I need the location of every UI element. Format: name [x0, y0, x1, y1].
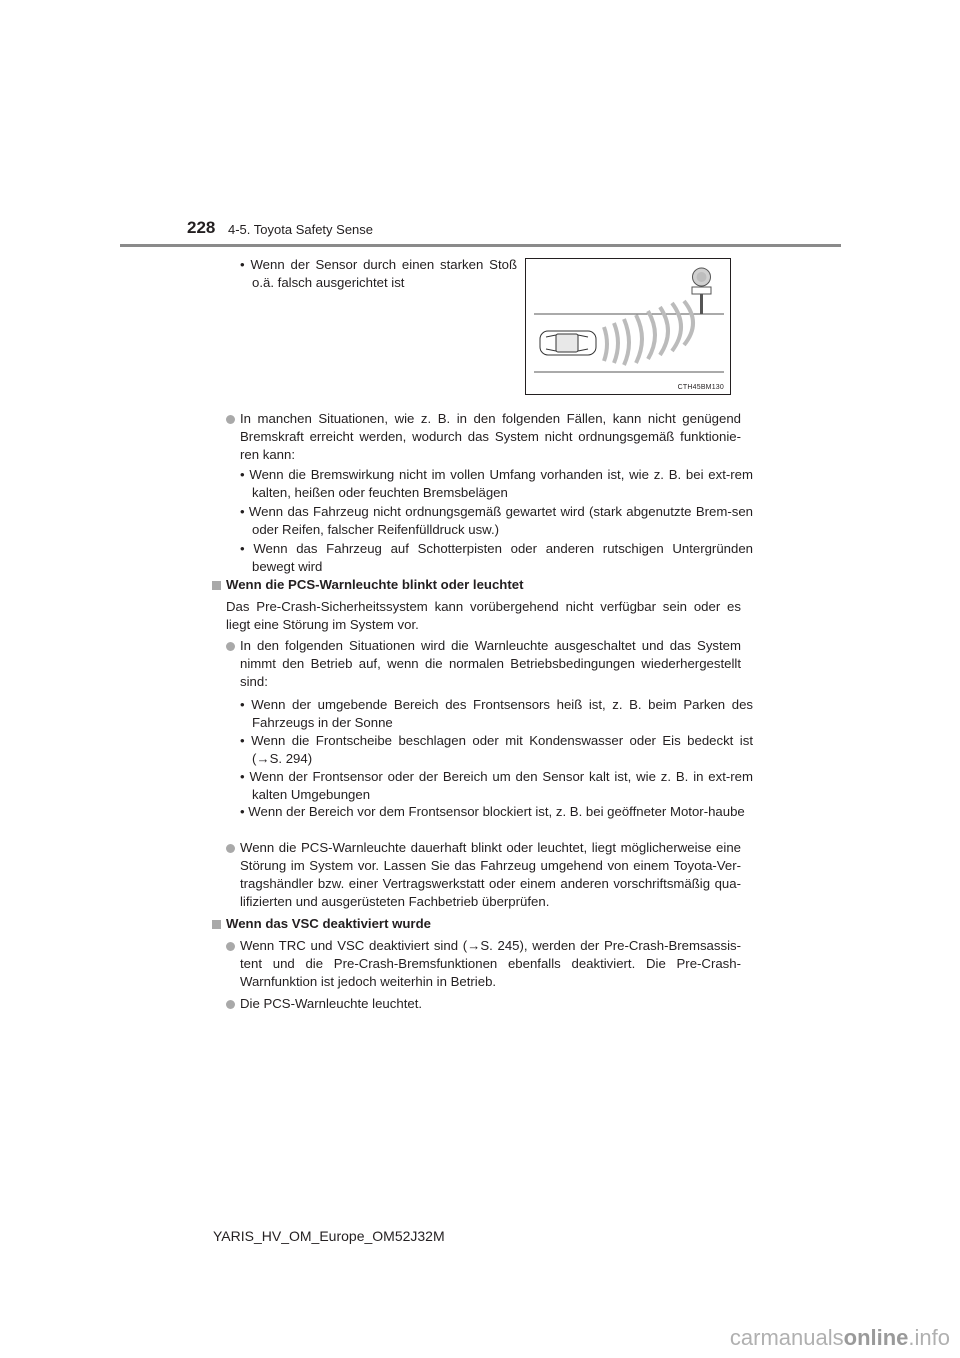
list-item: • Wenn die Bremswirkung nicht im vollen Umfang vorhanden ist, wie z. B. bei ext-rem kalten, heißen oder feuchten Bremsbelägen — [240, 467, 753, 500]
watermark-bold: online — [843, 1325, 909, 1350]
watermark — [730, 1325, 950, 1351]
header-rule — [120, 244, 841, 247]
list-item: • Wenn der umgebende Bereich des Frontsensors heiß ist, z. B. beim Parken des Fahrzeugs in der Sonne — [240, 697, 753, 730]
list-item: • Wenn das Fahrzeug nicht ordnungsgemäß gewartet wird (stark abgenutzte Brem-sen oder Reifen, falscher Reifenfülldruck usw.) — [240, 504, 753, 537]
watermark-light: carmanuals — [729, 1325, 844, 1350]
paragraph-lamp: Die PCS-Warnleuchte leuchtet. — [240, 996, 423, 1011]
sensor-illustration — [525, 258, 731, 395]
car-radar-icon — [526, 259, 730, 394]
paragraph-braking-force: In manchen Situationen, wie z. B. in den folgenden Fällen, kann nicht genügend Bremskraft erreicht werden, wodurch das System nicht ordnungsgemäß funktionie-ren kann: — [240, 411, 741, 462]
list-item: • Wenn die Frontscheibe beschlagen oder mit Kondenswasser oder Eis bedeckt ist (→S. 294) — [240, 733, 753, 766]
paragraph-pcs-intro: Das Pre-Crash-Sicherheitssystem kann vorübergehend nicht verfügbar sein oder es liegt eine Störung im System vor. — [226, 599, 741, 632]
bullet-dot-icon — [226, 415, 235, 424]
heading-vsc: Wenn das VSC deaktiviert wurde — [226, 916, 431, 931]
footer-doc-id: YARIS_HV_OM_Europe_OM52J32M — [213, 1228, 445, 1244]
list-item: • Wenn der Frontsensor oder der Bereich um den Sensor kalt ist, wie z. B. in ext-rem kalten Umgebungen — [240, 769, 753, 802]
figure-code: CTH45BM130 — [677, 384, 724, 391]
bullet-dot-icon — [226, 1000, 235, 1009]
list-item: • Wenn der Bereich vor dem Frontsensor blockiert ist, z. B. bei geöffneter Motor-haube — [240, 804, 745, 819]
paragraph-situations: In den folgenden Situationen wird die Warnleuchte ausgeschaltet und das System nimmt den Betrieb auf, wenn die normalen Betriebsbedingungen wiederhergestellt sind: — [240, 638, 741, 689]
bullet-dot-icon — [226, 844, 235, 853]
square-bullet-icon — [212, 581, 221, 590]
bullet-dot-icon — [226, 942, 235, 951]
watermark-tail: .info — [908, 1325, 950, 1350]
list-item: • Wenn das Fahrzeug auf Schotterpisten oder anderen rutschigen Untergründen bewegt wird — [240, 541, 753, 574]
paragraph-vsc: Wenn TRC und VSC deaktiviert sind (→S. 245), werden der Pre-Crash-Bremsassis-tent und die Pre-Crash-Bremsfunktionen ebenfalls deaktiviert. Die Pre-Crash-Warnfunktion ist jedoch weiterhin in Betrieb. — [240, 938, 741, 989]
heading-pcs-warning: Wenn die PCS-Warnleuchte blinkt oder leuchtet — [226, 577, 524, 592]
bullet-sensor-misaligned: • Wenn der Sensor durch einen starken Stoß o.ä. falsch ausgerichtet ist — [240, 257, 517, 290]
square-bullet-icon — [212, 920, 221, 929]
page-number: 228 — [187, 218, 216, 237]
bullet-dot-icon — [226, 642, 235, 651]
paragraph-permanent-warning: Wenn die PCS-Warnleuchte dauerhaft blinkt oder leuchtet, liegt möglicherweise eine Störung im System vor. Lassen Sie das Fahrzeug umgehend von einem Toyota-Ver-tragshändler bzw. einer Vertragswerkstatt oder einem anderen vorschriftsmäßig qua-lifizierten und ausgerüsteten Fachbetrieb überprüfen. — [240, 840, 741, 909]
section-title: 4-5. Toyota Safety Sense — [228, 222, 374, 237]
